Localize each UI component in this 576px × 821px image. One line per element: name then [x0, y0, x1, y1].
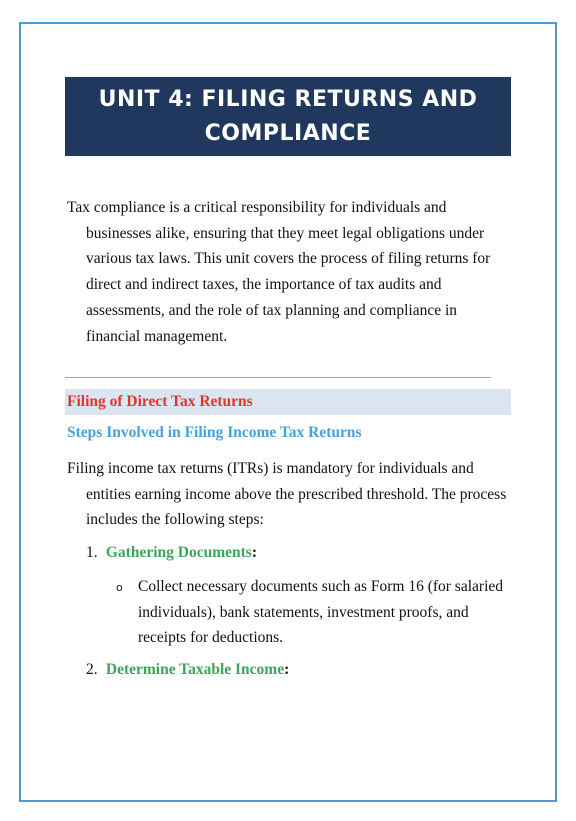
intro-paragraph: Tax compliance is a critical responsibility for individuals and businesses alike, ensuring that they meet legal obligations under various tax laws. This unit covers the process of filing returns for direct and indirect taxes, the importance of tax audits and assessments, and the role of tax planning and compliance in financial management. — [67, 199, 491, 345]
circle-bullet-icon: o — [116, 581, 123, 594]
section-heading-bar — [65, 389, 511, 415]
step-colon: : — [284, 661, 290, 678]
step-title: Gathering Documents — [105, 544, 252, 561]
step-colon: : — [251, 544, 257, 561]
step-number: 2. — [86, 661, 98, 678]
unit-title: UNIT 4: FILING RETURNS AND COMPLIANCE — [98, 86, 478, 146]
step-number: 1. — [86, 544, 98, 561]
bullet-item — [116, 574, 516, 651]
step-title: Determine Taxable Income — [105, 661, 285, 678]
step-item — [86, 542, 257, 564]
sub-heading: Steps Involved in Filing Income Tax Returns — [67, 424, 362, 441]
itr-intro-paragraph: Filing income tax returns (ITRs) is mandatory for individuals and entities earning income above the prescribed threshold. The process includes the following steps: — [67, 460, 507, 529]
horizontal-divider — [65, 377, 491, 378]
section-heading: Filing of Direct Tax Returns — [67, 393, 253, 410]
bullet-text: Collect necessary documents such as Form 16 (for salaried individuals), bank statements, investment proofs, and receipts for deductions. — [138, 578, 504, 647]
unit-title-banner — [65, 77, 511, 156]
step-item — [86, 659, 289, 681]
